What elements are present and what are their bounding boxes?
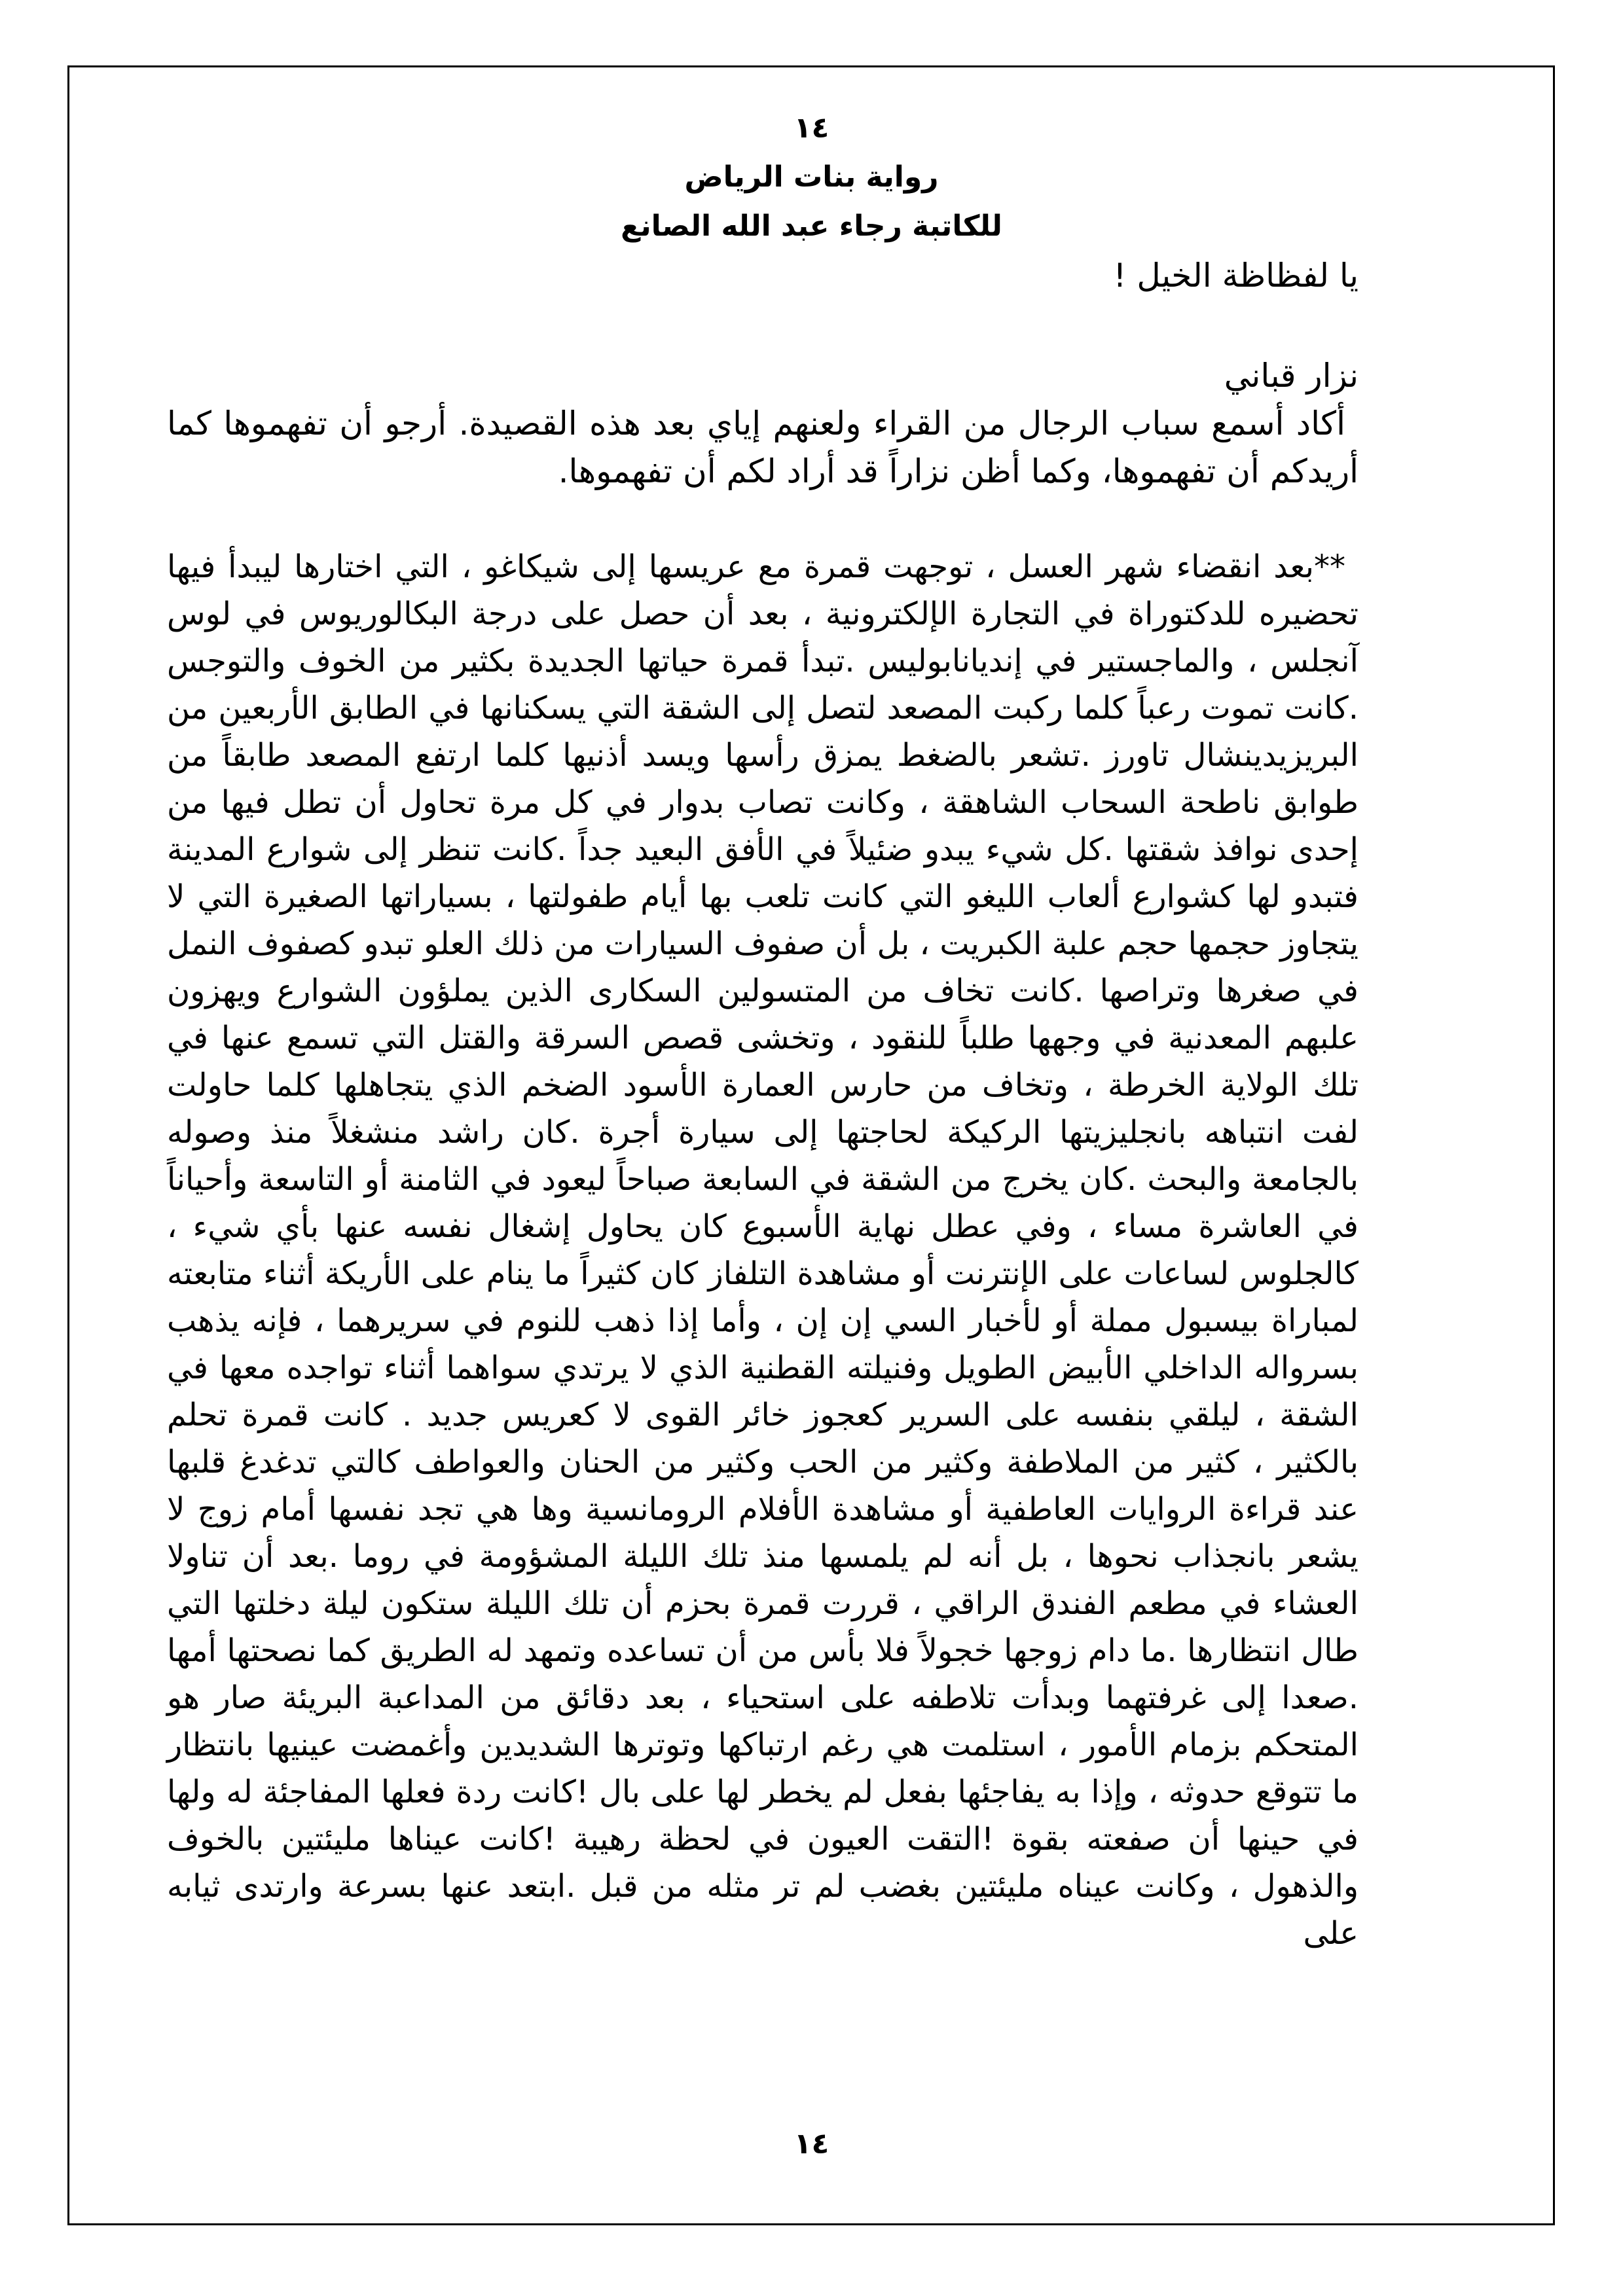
epigraph-line: يا لفظاظة الخيل !	[1113, 257, 1359, 295]
body-paragraph: **بعد انقضاء شهر العسل ، توجهت قمرة مع عريسها إلى شيكاغو ، التي اختارها ليبدأ فيها تحضيره للدكتوراة في التجارة الإلكترونية ، بعد أن حصل على درجة البكالوريوس في لوس آنجلس ، والماجستير في إنديانابوليس .تبدأ قمرة حياتها الجديدة بكثير من الخوف والتوجس .كانت تموت رعباً كلما ركبت المصعد لتصل إلى الشقة التي يسكنانها في الطابق الأربعين من البريزيدينشال تاورز .تشعر بالضغط يمزق رأسها ويسد أذنيها كلما ارتفع المصعد طابقاً من طوابق ناطحة السحاب الشاهقة ، وكانت تصاب بدوار في كل مرة تحاول أن تطل فيها من إحدى نوافذ شقتها .كل شيء يبدو ضئيلاً في الأفق البعيد جداً .كانت تنظر إلى شوارع المدينة فتبدو لها كشوارع ألعاب الليغو التي كانت تلعب بها أيام طفولتها ، بسياراتها الصغيرة التي لا يتجاوز حجمها حجم علبة الكبريت ، بل أن صفوف السيارات من ذلك العلو تبدو كصفوف النمل في صغرها وتراصها .كانت تخاف من المتسولين السكارى الذين يملؤون الشوارع ويهزون علبهم المعدنية في وجهها طلباً للنقود ، وتخشى قصص السرقة والقتل التي تسمع عنها في تلك الولاية الخرطة ، وتخاف من حارس العمارة الأسود الضخم الذي يتجاهلها كلما حاولت لفت انتباهه بانجليزيتها الركيكة لحاجتها إلى سيارة أجرة .كان راشد منشغلاً منذ وصوله بالجامعة والبحث .كان يخرج من الشقة في السابعة صباحاً ليعود في الثامنة أو التاسعة وأحياناً في العاشرة مساء ، وفي عطل نهاية الأسبوع كان يحاول إشغال نفسه عنها بأي شيء ، كالجلوس لساعات على الإنترنت أو مشاهدة التلفاز كان كثيراً ما ينام على الأريكة أثناء متابعته لمباراة بيسبول مملة أو لأخبار السي إن إن ، وأما إذا ذهب للنوم في سريرهما ، فإنه يذهب بسرواله الداخلي الأبيض الطويل وفنيلته القطنية الذي لا يرتدي سواهما أثناء تواجده معها في الشقة ، ليلقي بنفسه على السرير كعجوز خائر القوى لا كعريس جديد . كانت قمرة تحلم بالكثير ، كثير من الملاطفة وكثير من الحب وكثير من الحنان والعواطف كالتي تدغدغ قلبها عند قراءة الروايات العاطفية أو مشاهدة الأفلام الرومانسية وها هي تجد نفسها أمام زوج لا يشعر بانجذاب نحوها ، بل أنه لم يلمسها منذ تلك الليلة المشؤومة في روما .بعد أن تناولا العشاء في مطعم الفندق الراقي ، قررت قمرة بحزم أن تلك الليلة ستكون ليلة دخلتها التي طال انتظارها .ما دام زوجها خجولاً فلا بأس من أن تساعده وتمهد له الطريق كما نصحتها أمها .صعدا إلى غرفتهما وبدأت تلاطفه على استحياء ، بعد دقائق من المداعبة البريئة صار هو المتحكم بزمام الأمور ، استلمت هي رغم ارتباكها وتوترها الشديدين وأغمضت عينيها بانتظار ما تتوقع حدوثه ، وإذا به يفاجئها بفعل لم يخطر لها على بال !كانت ردة فعلها المفاجئة له ولها في حينها أن صفعته بقوة !التقت العيون في لحظة رهيبة !كانت عيناها مليئتين بالخوف والذهول ، وكانت عيناه مليئتين بغضب لم تر مثله من قبل .ابتعد عنها بسرعة وارتدى ثيابه على	[167, 548, 1359, 1952]
page-number-top: ١٤	[793, 111, 830, 145]
page-number-bottom: ١٤	[793, 2127, 830, 2161]
epigraph-poet: نزار قباني	[1224, 357, 1359, 395]
author-note: أكاد أسمع سباب الرجال من القراء ولعنهم إياي بعد هذه القصيدة. أرجو أن تفهموها كما أريدكم أن تفهموها، وكما أظن نزاراً قد أراد لكم أن تفهموها.	[167, 404, 1359, 490]
book-title: رواية بنات الرياض	[684, 160, 939, 194]
page-content	[167, 252, 1359, 1957]
book-author: للكاتبة رجاء عبد الله الصانع	[621, 209, 1002, 243]
